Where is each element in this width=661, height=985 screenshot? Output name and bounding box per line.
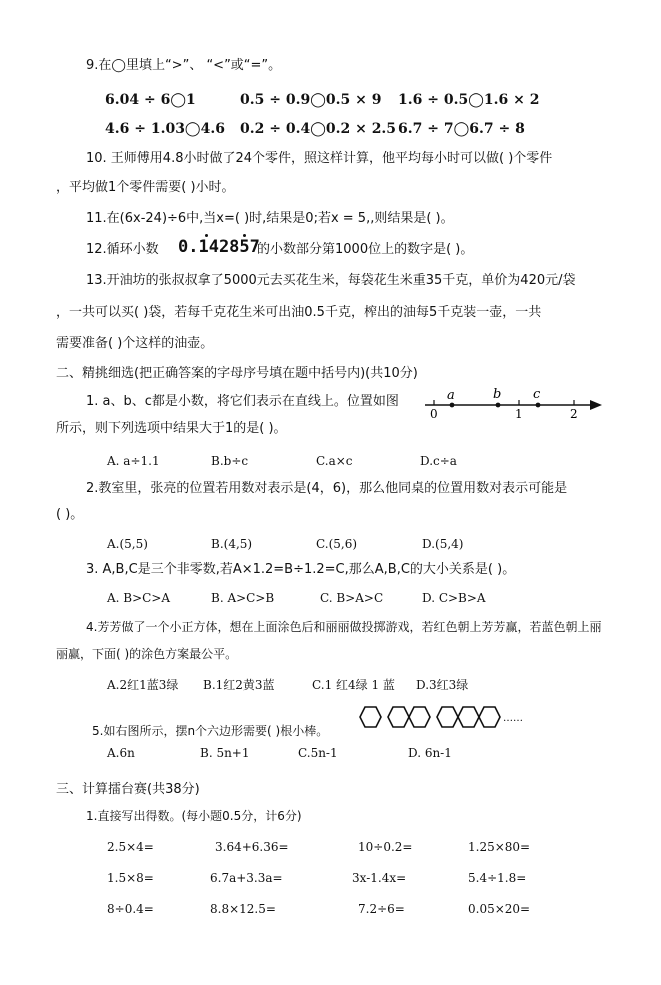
s2-q1-line2: 所示，则下列选项中结果大于1的是( )。 [56, 421, 287, 436]
s2-q4-option-d: D.3红3绿 [416, 678, 469, 692]
s2-q2-option-d: D.(5,4) [422, 537, 464, 551]
s2-q1-option-a: A. a÷1.1 [107, 454, 160, 468]
s2-q3-text: 3. A,B,C是三个非零数,若A×1.2=B÷1.2=C,那么A,B,C的大小关系是( )。 [86, 562, 516, 577]
q9-r2-c2: 0.2 ÷ 0.4◯0.2 × 2.5 [240, 121, 397, 137]
s3-r3-c3: 7.2÷6= [358, 902, 405, 916]
label-c: c [533, 387, 541, 402]
s2-q1-line1: 1. a、b、c都是小数，将它们表示在直线上。位置如图 [86, 394, 399, 409]
s2-q5-text: 5.如右图所示，摆n个六边形需要( )根小棒。 [92, 724, 329, 738]
point-c [536, 403, 541, 408]
q9-title: 9.在◯里填上“>”、 “<”或“=”。 [86, 58, 282, 73]
s3-r1-c2: 3.64+6.36= [215, 840, 289, 854]
hexagon-icon [479, 707, 500, 727]
q9-r1-c3: 1.6 ÷ 0.5◯1.6 × 2 [398, 92, 540, 108]
q9-r1-c2: 0.5 ÷ 0.9◯0.5 × 9 [240, 92, 382, 108]
arrow-right-icon [590, 400, 602, 410]
q12-number: 0.142857 [178, 237, 260, 257]
s2-q2-option-a: A.(5,5) [107, 537, 148, 551]
s3-r3-c4: 0.05×20= [468, 902, 531, 916]
q9-r2-c1: 4.6 ÷ 1.03◯4.6 [105, 121, 225, 137]
hexagon-pattern-figure [355, 700, 535, 736]
s2-q4-line1: 4.芳芳做了一个小正方体，想在上面涂色后和丽丽做投掷游戏，若红色朝上芳芳赢，若蓝色朝上丽 [86, 620, 602, 634]
s2-q5-option-a: A.6n [107, 746, 135, 760]
s3-r1-c4: 1.25×80= [468, 840, 531, 854]
s2-q3-option-b: B. A>C>B [211, 591, 275, 605]
s3-r3-c1: 8÷0.4= [107, 902, 154, 916]
s2-q4-line2: 丽赢，下面( )的涂色方案最公平。 [56, 647, 238, 661]
number-line-figure [420, 384, 604, 420]
ellipsis-dots: …… [503, 713, 523, 724]
s2-q4-option-c: C.1 红4绿 1 蓝 [312, 678, 395, 692]
s3-r3-c2: 8.8×12.5= [210, 902, 276, 916]
hexagon-icon [409, 707, 430, 727]
label-b: b [493, 387, 502, 402]
s2-q2-option-b: B.(4,5) [211, 537, 253, 551]
hexagon-icon [458, 707, 479, 727]
hexagon-icon [388, 707, 409, 727]
s3-r2-c4: 5.4÷1.8= [468, 871, 527, 885]
s2-q3-option-c: C. B>A>C [320, 591, 384, 605]
repeat-dot-end-icon [243, 234, 246, 237]
hexagon-icon [437, 707, 458, 727]
s2-q1-option-d: D.c÷a [420, 454, 457, 468]
section3-heading: 三、计算擂台赛(共38分) [56, 782, 200, 797]
s2-q2-line2: ( )。 [56, 507, 84, 522]
q9-r2-c3: 6.7 ÷ 7◯6.7 ÷ 8 [398, 121, 525, 137]
hexagon-icon [360, 707, 381, 727]
q12-after: 的小数部分第1000位上的数字是( )。 [257, 242, 474, 257]
s2-q4-option-a: A.2红1蓝3绿 [107, 678, 179, 692]
q13-line2: ，一共可以买( )袋，若每千克花生米可出油0.5千克，榨出的油每5千克装一壶，一共 [56, 305, 542, 320]
q9-r1-c1: 6.04 ÷ 6◯1 [105, 92, 196, 108]
s2-q2-line1: 2.教室里，张亮的位置若用数对表示是(4，6)，那么他同桌的位置用数对表示可能是 [86, 481, 568, 496]
s2-q5-option-c: C.5n-1 [298, 746, 338, 760]
q10-line2: ，平均做1个零件需要( )小时。 [56, 180, 235, 195]
label-a: a [447, 388, 455, 403]
s2-q3-option-a: A. B>C>A [107, 591, 171, 605]
s2-q3-option-d: D. C>B>A [422, 591, 486, 605]
s3-q1-title: 1.直接写出得数。(每小题0.5分，计6分) [86, 809, 302, 823]
q10-line1: 10. 王师傅用4.8小时做了24个零件，照这样计算，他平均每小时可以做( )个零件 [86, 151, 553, 166]
s3-r2-c1: 1.5×8= [107, 871, 154, 885]
tick-label-0: 0 [430, 407, 438, 420]
point-a [450, 403, 455, 408]
q12-repeating-decimal [178, 235, 260, 259]
q11-text: 11.在(6x-24)÷6中,当x=( )时,结果是0;若x = 5,,则结果是( )。 [86, 211, 454, 226]
s3-r1-c3: 10÷0.2= [358, 840, 413, 854]
s2-q5-option-b: B. 5n+1 [200, 746, 250, 760]
q13-line1: 13.开油坊的张叔叔拿了5000元去买花生米，每袋花生米重35千克，单价为420元/袋 [86, 273, 576, 288]
s2-q1-option-b: B.b÷c [211, 454, 249, 468]
point-b [496, 403, 501, 408]
s2-q4-option-b: B.1红2黄3蓝 [203, 678, 275, 692]
repeat-dot-start-icon [205, 234, 208, 237]
tick-label-1: 1 [515, 407, 523, 420]
s3-r2-c3: 3x-1.4x= [352, 871, 407, 885]
section2-heading: 二、精挑细选(把正确答案的字母序号填在题中括号内)(共10分) [56, 366, 418, 381]
s3-r2-c2: 6.7a+3.3a= [210, 871, 283, 885]
q12-before: 12.循环小数 [86, 242, 159, 257]
s2-q2-option-c: C.(5,6) [316, 537, 358, 551]
s2-q5-option-d: D. 6n-1 [408, 746, 452, 760]
s2-q1-option-c: C.a×c [316, 454, 353, 468]
tick-label-2: 2 [570, 407, 578, 420]
q13-line3: 需要准备( )个这样的油壶。 [56, 336, 214, 351]
s3-r1-c1: 2.5×4= [107, 840, 154, 854]
